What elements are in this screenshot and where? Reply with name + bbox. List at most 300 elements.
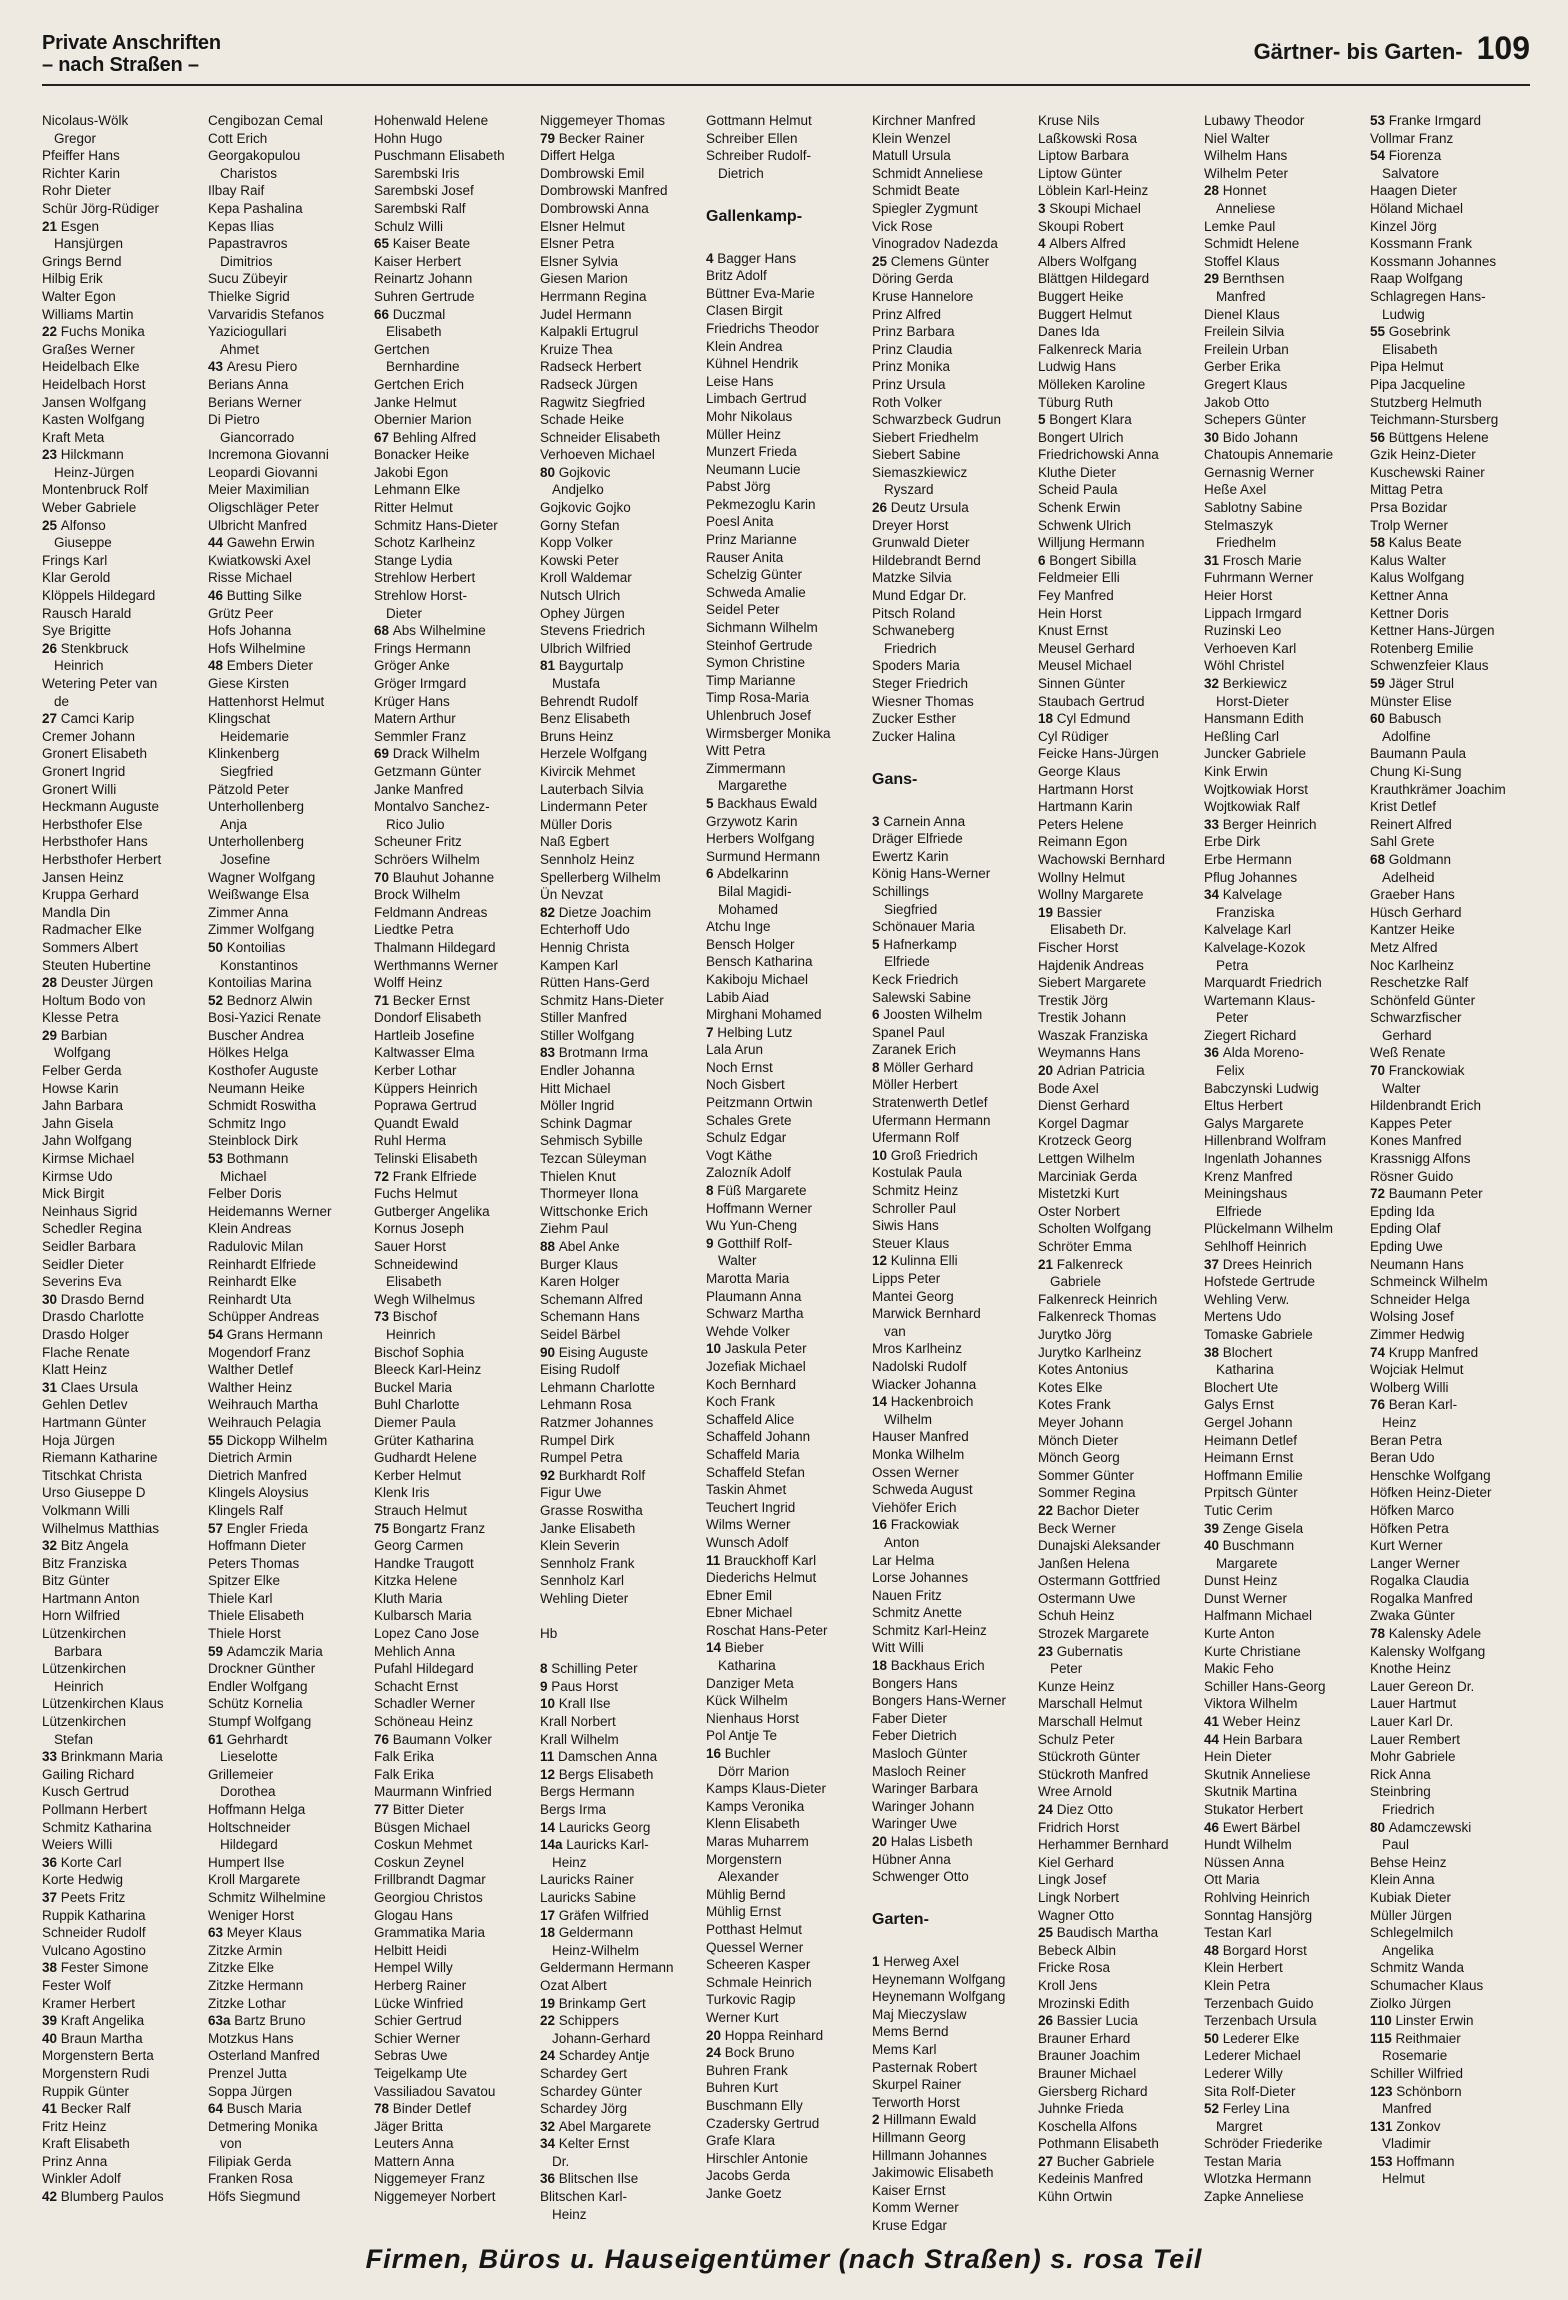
entry-continuation: Margret: [1216, 2118, 1263, 2134]
house-number: 5: [872, 936, 884, 952]
resident-entry: Bischof Sophia: [374, 1344, 465, 1360]
resident-entry: 54 Grans Hermann: [208, 1326, 323, 1342]
resident-entry: Matzke Silvia: [872, 570, 952, 586]
entry-continuation: Franziska: [1216, 904, 1275, 920]
resident-entry: Krall Norbert: [540, 1714, 616, 1730]
resident-entry: Roth Volker: [872, 394, 942, 410]
resident-entry: 80 Gojkovic: [540, 464, 611, 480]
resident-entry: Steinhof Gertrude: [706, 637, 813, 653]
entry-continuation: Heinrich: [386, 1326, 436, 1342]
resident-entry: Wiacker Johanna: [872, 1376, 977, 1392]
entry-continuation: Heinz-Jürgen: [54, 464, 135, 480]
resident-entry: Gzik Heinz-Dieter: [1370, 447, 1476, 463]
resident-entry: Hölkes Helga: [208, 1045, 289, 1061]
resident-entry: Wojtkowiak Horst: [1204, 781, 1309, 797]
resident-entry: Reinartz Johann: [374, 271, 473, 287]
resident-entry: Kruse Nils: [1038, 113, 1100, 128]
resident-entry: Grillemeier: [208, 1766, 274, 1782]
resident-entry: Schardey Gert: [540, 2065, 628, 2081]
resident-entry: Koschella Alfons: [1038, 2118, 1138, 2134]
resident-entry: 9 Gotthilf Rolf-: [706, 1235, 793, 1251]
resident-entry: Gronert Ingrid: [42, 763, 126, 779]
resident-entry: Marwick Bernhard: [872, 1306, 981, 1322]
house-number: 63a: [208, 2013, 235, 2029]
house-number: 14a: [540, 1837, 567, 1853]
resident-entry: Falk Erika: [374, 1766, 435, 1782]
resident-entry: Stumpf Wolfgang: [208, 1714, 312, 1730]
resident-entry: Trolp Werner: [1370, 517, 1449, 533]
resident-entry: Kaltwasser Elma: [374, 1045, 475, 1061]
house-number: 82: [540, 904, 559, 920]
resident-entry: Holtschneider: [208, 1819, 291, 1835]
resident-entry: Kalensky Wolfgang: [1370, 1643, 1486, 1659]
house-number: 22: [1038, 1502, 1057, 1518]
resident-entry: Klar Gerold: [42, 570, 111, 586]
resident-entry: Prinz Ursula: [872, 376, 946, 392]
resident-entry: Fridrich Horst: [1038, 1819, 1120, 1835]
resident-entry: Mems Karl: [872, 2041, 937, 2057]
resident-entry: Hübner Anna: [872, 1851, 951, 1867]
resident-entry: Munzert Frieda: [706, 444, 797, 460]
resident-entry: Differt Helga: [540, 148, 615, 164]
resident-entry: Kamps Klaus-Dieter: [706, 1781, 827, 1797]
resident-entry: Kivircik Mehmet: [540, 763, 636, 779]
house-number: 28: [42, 975, 61, 991]
resident-entry: Lützenkirchen: [42, 1626, 127, 1642]
resident-entry: Plaumann Anna: [706, 1288, 802, 1304]
resident-entry: Graeber Hans: [1370, 887, 1455, 903]
resident-entry: Grüter Katharina: [374, 1432, 474, 1448]
resident-entry: Maurmann Winfried: [374, 1784, 492, 1800]
house-number: 14: [872, 1394, 891, 1410]
resident-entry: Pasternak Robert: [872, 2059, 978, 2075]
resident-entry: Weymanns Hans: [1038, 1045, 1141, 1061]
resident-entry: Höfs Siegmund: [208, 2189, 301, 2205]
resident-entry: Zapke Anneliese: [1204, 2189, 1304, 2205]
resident-entry: Möller Ingrid: [540, 1098, 615, 1114]
house-number: 58: [1370, 535, 1389, 551]
resident-entry: 59 Jäger Strul: [1370, 676, 1455, 691]
resident-entry: Gudhardt Helene: [374, 1450, 477, 1466]
page-number: 109: [1476, 30, 1530, 66]
resident-entry: Bode Axel: [1038, 1080, 1099, 1096]
resident-entry: Morgenstern: [706, 1851, 782, 1867]
resident-entry: 48 Borgard Horst: [1204, 1942, 1307, 1958]
resident-entry: Helbitt Heidi: [374, 1942, 447, 1958]
house-number: 88: [540, 1239, 559, 1254]
resident-entry: Seidel Peter: [706, 602, 780, 618]
resident-entry: Meusel Michael: [1038, 658, 1132, 674]
house-number: 46: [1204, 1819, 1223, 1835]
resident-entry: Beran Udo: [1370, 1450, 1435, 1466]
resident-entry: Niggemeyer Franz: [374, 2171, 486, 2187]
resident-entry: 44 Hein Barbara: [1204, 1731, 1303, 1747]
resident-entry: Weiers Willi: [42, 1837, 113, 1853]
entry-continuation: Friedrich: [1382, 1802, 1435, 1817]
resident-entry: Hüsch Gerhard: [1370, 904, 1462, 920]
entry-continuation: Siegfried: [220, 763, 274, 779]
resident-entry: Fricke Rosa: [1038, 1960, 1111, 1976]
resident-entry: Zucker Halina: [872, 728, 956, 744]
resident-entry: Dondorf Elisabeth: [374, 1010, 482, 1026]
resident-entry: Gertchen: [374, 341, 430, 357]
house-number: 74: [1370, 1344, 1389, 1360]
resident-entry: Schenk Erwin: [1038, 500, 1121, 516]
resident-entry: Drockner Günther: [208, 1661, 316, 1677]
entry-continuation: Mustafa: [552, 676, 601, 691]
page-header: [42, 28, 1530, 84]
resident-entry: Lauer Rembert: [1370, 1731, 1461, 1747]
resident-entry: Kalvelage Karl: [1204, 922, 1292, 938]
resident-entry: Getzmann Günter: [374, 763, 482, 779]
resident-entry: Spellerberg Wilhelm: [540, 869, 661, 885]
house-number: 61: [208, 1731, 227, 1747]
resident-entry: Herberg Rainer: [374, 1977, 467, 1993]
resident-entry: Stoffel Klaus: [1204, 253, 1280, 269]
entry-continuation: Josefine: [220, 851, 271, 867]
resident-entry: Kettner Hans-Jürgen: [1370, 623, 1495, 639]
resident-entry: Vinogradov Nadezda: [872, 236, 998, 252]
resident-entry: Kontoilias Marina: [208, 975, 312, 991]
resident-entry: Glogau Hans: [374, 1907, 453, 1923]
resident-entry: 31 Claes Ursula: [42, 1379, 139, 1395]
resident-entry: Berians Werner: [208, 394, 302, 410]
resident-entry: Juncker Gabriele: [1204, 746, 1307, 762]
resident-entry: Schaffeld Stefan: [706, 1464, 805, 1480]
resident-entry: Kruppa Gerhard: [42, 887, 139, 903]
resident-entry: Reinhardt Elfriede: [208, 1256, 317, 1272]
house-number: 23: [1038, 1643, 1057, 1659]
resident-entry: Wegh Wilhelmus: [374, 1291, 476, 1307]
resident-entry: Stückroth Günter: [1038, 1749, 1141, 1765]
resident-entry: Bensch Katharina: [706, 954, 813, 970]
resident-entry: 36 Alda Moreno-: [1204, 1045, 1304, 1061]
resident-entry: Lehmann Charlotte: [540, 1379, 655, 1395]
house-number: 32: [1204, 676, 1223, 691]
resident-entry: Skoupi Robert: [1038, 218, 1124, 234]
resident-entry: 24 Diez Otto: [1038, 1802, 1114, 1817]
resident-entry: Terzenbach Ursula: [1204, 2013, 1317, 2029]
resident-entry: Drasdo Holger: [42, 1326, 130, 1342]
resident-entry: Mirghani Mohamed: [706, 1007, 822, 1023]
resident-entry: Bongers Hans: [872, 1675, 958, 1691]
resident-entry: Wlotzka Hermann: [1204, 2171, 1312, 2187]
resident-entry: Epding Ida: [1370, 1203, 1435, 1219]
resident-entry: Matern Arthur: [374, 711, 456, 727]
house-number: 31: [1204, 552, 1223, 568]
resident-entry: Rösner Guido: [1370, 1168, 1454, 1184]
resident-entry: Kowski Peter: [540, 552, 619, 568]
resident-entry: Thielke Sigrid: [208, 288, 290, 304]
resident-entry: Hirschler Antonie: [706, 2150, 809, 2166]
resident-entry: Möller Herbert: [872, 1077, 958, 1093]
entry-continuation: Heinz-Wilhelm: [552, 1942, 640, 1958]
resident-entry: 20 Adrian Patricia: [1038, 1063, 1145, 1079]
resident-entry: Frillbrandt Dagmar: [374, 1872, 486, 1888]
resident-entry: Schmitz Hans-Dieter: [540, 992, 664, 1008]
resident-entry: Stukator Herbert: [1204, 1802, 1304, 1817]
resident-entry: Czadersky Gertrud: [706, 2115, 820, 2131]
resident-entry: Schillings: [872, 883, 930, 899]
directory-column-9: [1370, 112, 1530, 2188]
resident-entry: Sennholz Frank: [540, 1555, 635, 1571]
resident-entry: Seidler Dieter: [42, 1256, 124, 1272]
resident-entry: Risse Michael: [208, 570, 293, 586]
resident-entry: Herbers Wolfgang: [706, 831, 815, 847]
resident-entry: Bongert Ulrich: [1038, 429, 1124, 445]
resident-entry: Kedeinis Manfred: [1038, 2171, 1144, 2187]
entry-continuation: Bilal Magidi-: [718, 883, 792, 899]
resident-entry: Nienhaus Horst: [706, 1710, 800, 1726]
resident-entry: 29 Barbian: [42, 1027, 108, 1043]
resident-entry: Kruize Thea: [540, 341, 613, 357]
resident-entry: Matull Ursula: [872, 148, 951, 164]
resident-entry: Hillenbrand Wolfram: [1204, 1133, 1327, 1149]
resident-entry: 36 Korte Carl: [42, 1854, 122, 1870]
entry-continuation: Giuseppe: [54, 535, 112, 551]
resident-entry: Steinblock Dirk: [208, 1133, 299, 1149]
resident-entry: Lindermann Peter: [540, 799, 648, 815]
resident-entry: Zalozník Adolf: [706, 1165, 791, 1181]
resident-entry: Pollmann Herbert: [42, 1802, 148, 1817]
resident-entry: Schlegelmilch: [1370, 1925, 1454, 1941]
resident-entry: Montenbruck Rolf: [42, 482, 148, 498]
resident-entry: Kirchner Manfred: [872, 113, 976, 128]
resident-entry: Klein Andrea: [706, 338, 783, 354]
resident-entry: Lorse Johannes: [872, 1570, 969, 1586]
resident-entry: Vassiliadou Savatou: [374, 2083, 496, 2099]
house-number: 34: [540, 2136, 559, 2152]
resident-entry: 131 Zonkov: [1370, 2118, 1441, 2134]
resident-entry: 53 Bothmann: [208, 1151, 289, 1167]
resident-entry: Prenzel Jutta: [208, 2065, 287, 2081]
resident-entry: Kakiboju Michael: [706, 971, 809, 987]
resident-entry: Brauner Joachim: [1038, 2048, 1141, 2064]
resident-entry: 20 Halas Lisbeth: [872, 1834, 973, 1849]
resident-entry: Kaiser Herbert: [374, 253, 462, 269]
resident-entry: Rogalka Manfred: [1370, 1590, 1473, 1606]
resident-entry: 31 Frosch Marie: [1204, 552, 1302, 568]
directory-column-2: [208, 112, 368, 2206]
spacer: [540, 1643, 700, 1661]
resident-entry: Oster Norbert: [1038, 1203, 1120, 1219]
house-number: 14: [540, 1819, 559, 1835]
resident-entry: Rütten Hans-Gerd: [540, 975, 650, 991]
resident-entry: Brock Wilhelm: [374, 887, 461, 903]
resident-entry: Naß Egbert: [540, 834, 610, 850]
resident-entry: Tüburg Ruth: [1038, 394, 1114, 410]
resident-entry: George Klaus: [1038, 763, 1121, 779]
entry-continuation: Bernhardine: [386, 359, 460, 375]
house-number: 21: [42, 218, 61, 234]
resident-entry: Schmitz Ingo: [208, 1115, 287, 1131]
house-number: 23: [42, 447, 61, 463]
resident-entry: Staubach Gertrud: [1038, 693, 1145, 709]
resident-entry: Stutzberg Helmuth: [1370, 394, 1482, 410]
resident-entry: Siemaszkiewicz: [872, 464, 968, 480]
resident-entry: Prinz Barbara: [872, 324, 955, 340]
resident-entry: Marquardt Friedrich: [1204, 975, 1322, 991]
resident-entry: 8 Schilling Peter: [540, 1661, 638, 1677]
entry-continuation: von: [220, 2136, 242, 2152]
resident-entry: Werner Kurt: [706, 2009, 779, 2025]
resident-entry: Incremona Giovanni: [208, 447, 329, 463]
resident-entry: Dombrowski Manfred: [540, 183, 668, 199]
resident-entry: Wilhelmus Matthias: [42, 1520, 160, 1536]
resident-entry: Kurte Anton: [1204, 1626, 1275, 1642]
house-number: 43: [208, 359, 227, 375]
resident-entry: Hein Dieter: [1204, 1749, 1272, 1765]
resident-entry: Feicke Hans-Jürgen: [1038, 746, 1159, 762]
resident-entry: Knust Ernst: [1038, 623, 1108, 639]
entry-continuation: Manfred: [1216, 288, 1266, 304]
resident-entry: Mohr Gabriele: [1370, 1749, 1456, 1765]
house-number: 77: [374, 1802, 393, 1817]
resident-entry: Ziehm Paul: [540, 1221, 609, 1237]
resident-entry: Steuten Hubertine: [42, 957, 151, 973]
house-number: 18: [540, 1925, 559, 1941]
resident-entry: Nadolski Rudolf: [872, 1358, 967, 1374]
resident-entry: Prpitsch Günter: [1204, 1485, 1298, 1501]
resident-entry: Hilbig Erik: [42, 271, 103, 287]
house-number: 36: [1204, 1045, 1223, 1061]
entry-continuation: Anton: [884, 1534, 920, 1550]
entry-continuation: Wilhelm: [884, 1411, 933, 1427]
resident-entry: Dunst Werner: [1204, 1590, 1288, 1606]
resident-entry: Wunsch Adolf: [706, 1534, 789, 1550]
resident-entry: Reinhardt Uta: [208, 1291, 292, 1307]
resident-entry: Wehde Volker: [706, 1323, 790, 1339]
resident-entry: Hillmann Johannes: [872, 2147, 987, 2163]
resident-entry: Kossmann Frank: [1370, 236, 1473, 252]
section-title-line1: Private Anschriften: [42, 32, 221, 54]
resident-entry: Faber Dieter: [872, 1710, 948, 1726]
resident-entry: Clasen Birgit: [706, 303, 783, 319]
resident-entry: Klenk Iris: [374, 1485, 430, 1501]
resident-entry: Giesen Marion: [540, 271, 628, 287]
entry-continuation: Konstantinos: [220, 957, 299, 973]
resident-entry: Sebras Uwe: [374, 2048, 448, 2064]
house-number: 5: [1038, 412, 1050, 428]
house-number: 55: [1370, 324, 1389, 340]
resident-entry: Kraft Meta: [42, 429, 105, 445]
resident-entry: Hartleib Josefine: [374, 1027, 475, 1043]
resident-entry: Radseck Jürgen: [540, 376, 638, 392]
resident-entry: 18 Geldermann: [540, 1925, 634, 1941]
resident-entry: Heier Horst: [1204, 588, 1273, 604]
resident-entry: 92 Burkhardt Rolf: [540, 1467, 646, 1483]
resident-entry: Rotenberg Emilie: [1370, 640, 1474, 656]
resident-entry: Detmering Monika: [208, 2118, 318, 2134]
resident-entry: Rausch Harald: [42, 605, 132, 621]
resident-entry: Mertens Udo: [1204, 1309, 1282, 1325]
resident-entry: Humpert Ilse: [208, 1854, 285, 1870]
resident-entry: Blochert Ute: [1204, 1379, 1279, 1395]
resident-entry: Siebert Margarete: [1038, 975, 1147, 991]
resident-entry: Epding Olaf: [1370, 1221, 1441, 1237]
resident-entry: Turkovic Ragip: [706, 1992, 796, 2008]
entry-continuation: Horst-Dieter: [1216, 693, 1289, 709]
house-number: 29: [42, 1027, 61, 1043]
resident-entry: Grasse Roswitha: [540, 1502, 643, 1518]
house-number: 34: [1204, 887, 1223, 903]
resident-entry: Jakimowic Elisabeth: [872, 2165, 994, 2181]
resident-entry: Riemann Katharine: [42, 1450, 158, 1466]
house-number: 11: [706, 1552, 725, 1568]
resident-entry: 58 Kalus Beate: [1370, 535, 1462, 551]
resident-entry: Janke Manfred: [374, 781, 464, 797]
resident-entry: Seidel Bärbel: [540, 1326, 621, 1342]
resident-entry: Kulbarsch Maria: [374, 1608, 472, 1624]
resident-entry: Hofs Johanna: [208, 623, 292, 639]
resident-entry: Dietrich Armin: [208, 1450, 293, 1466]
resident-entry: Witt Willi: [872, 1640, 924, 1656]
resident-entry: Grunwald Dieter: [872, 535, 970, 551]
resident-entry: Bleeck Karl-Heinz: [374, 1362, 482, 1378]
resident-entry: 68 Goldmann: [1370, 851, 1452, 867]
resident-entry: Peters Thomas: [208, 1555, 300, 1571]
resident-entry: Quandt Ewald: [374, 1115, 459, 1131]
resident-entry: Krassnigg Alfons: [1370, 1151, 1471, 1167]
resident-entry: Mick Birgit: [42, 1186, 105, 1202]
resident-entry: Jurytko Jörg: [1038, 1326, 1112, 1342]
resident-entry: 68 Abs Wilhelmine: [374, 623, 486, 639]
resident-entry: 4 Albers Alfred: [1038, 236, 1126, 252]
house-number: 59: [208, 1643, 227, 1659]
resident-entry: Thielen Knut: [540, 1168, 616, 1184]
resident-entry: Bergs Hermann: [540, 1784, 635, 1800]
resident-entry: Falkenreck Heinrich: [1038, 1291, 1158, 1307]
resident-entry: Hundt Wilhelm: [1204, 1837, 1292, 1853]
resident-entry: Lettgen Wilhelm: [1038, 1151, 1135, 1167]
resident-entry: Felber Gerda: [42, 1063, 122, 1079]
resident-entry: Heidemanns Werner: [208, 1203, 332, 1219]
resident-entry: Ingenlath Johannes: [1204, 1151, 1322, 1167]
resident-entry: Heynemann Wolfgang: [872, 1989, 1006, 2005]
house-number: 59: [1370, 676, 1389, 691]
street-range: Gärtner- bis Garten-: [1253, 39, 1463, 64]
resident-entry: Echterhoff Udo: [540, 922, 630, 938]
header-rule: [42, 84, 1530, 86]
resident-entry: Steuer Klaus: [872, 1235, 950, 1251]
page-range-block: [1254, 30, 1530, 67]
resident-entry: Steger Friedrich: [872, 676, 969, 691]
house-number: 39: [42, 2013, 61, 2029]
resident-entry: Dienel Klaus: [1204, 306, 1280, 322]
resident-entry: Taskin Ahmet: [706, 1482, 787, 1498]
resident-entry: Thiele Elisabeth: [208, 1608, 305, 1624]
resident-entry: Kalvelage-Kozok: [1204, 939, 1306, 955]
resident-entry: Fuhrmann Werner: [1204, 570, 1314, 586]
resident-entry: Mönch Georg: [1038, 1450, 1120, 1466]
resident-entry: Mantei Georg: [872, 1288, 954, 1304]
resident-entry: 3 Carnein Anna: [872, 813, 966, 829]
resident-entry: Hoffmann Dieter: [208, 1538, 307, 1554]
house-number: 78: [374, 2101, 393, 2117]
resident-entry: Keck Friedrich: [872, 971, 959, 987]
resident-entry: Schotz Karlheinz: [374, 535, 476, 551]
house-number: 72: [1370, 1186, 1389, 1202]
house-number: 26: [872, 500, 891, 516]
resident-entry: Siebert Friedhelm: [872, 429, 979, 445]
resident-entry: Schemann Hans: [540, 1309, 640, 1325]
house-number: 81: [540, 658, 559, 674]
resident-entry: Zitzke Elke: [208, 1960, 275, 1976]
resident-entry: 5 Hafnerkamp: [872, 936, 957, 952]
house-number: 32: [540, 2118, 559, 2134]
resident-entry: Wollny Margarete: [1038, 887, 1144, 903]
house-number: 44: [208, 535, 227, 551]
